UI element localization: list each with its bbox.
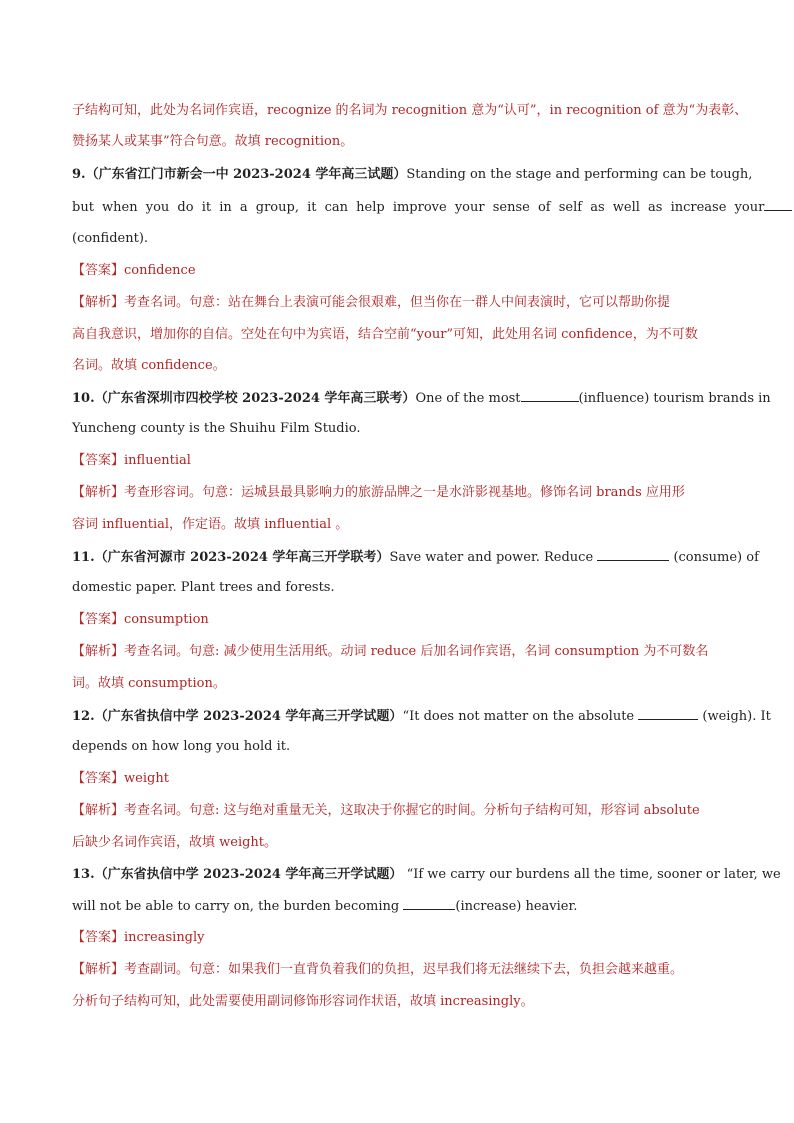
question-11-analysis-1 (72, 643, 724, 661)
analysis-text: 考查名词。句意：站在舞台上表演可能会很艰难，但当你在一群人中间表演时，它可以帮助你提 (124, 295, 671, 310)
question-10-line-2: Yuncheng county is the Shuihu Film Studio. (72, 421, 361, 436)
answer-label: 【答案】 (72, 930, 125, 945)
question-11-line-2: domestic paper. Plant trees and forests. (72, 580, 335, 595)
question-number: 10. (72, 391, 95, 406)
question-11-answer (72, 611, 724, 629)
question-stem: One of the most (415, 391, 521, 406)
question-9-analysis-2: 高自我意识，增加你的自信。空处在句中为宾语，结合空前“your”可知，此处用名词 confidence，为不可数 (72, 327, 698, 342)
question-12-line-2: depends on how long you hold it. (72, 739, 291, 754)
analysis-label: 【解析】 (72, 295, 125, 310)
answer-label: 【答案】 (72, 771, 125, 786)
answer-value: consumption (124, 612, 209, 627)
question-9-answer (72, 262, 724, 280)
question-stem: but when you do it in a group, it can help improve your sense of self as well as increase your (72, 200, 765, 215)
question-stem: “If we carry our burdens all the time, sooner or later, we (406, 867, 781, 882)
answer-blank (638, 707, 698, 720)
analysis-text: 考查名词。句意: 减少使用生活用纸。动词 reduce 后加名词作宾语，名词 consumption 为不可数名 (124, 644, 709, 659)
answer-blank (403, 897, 455, 910)
answer-value: weight (124, 771, 169, 786)
analysis-text: 考查名词。句意: 这与绝对重量无关，这取决于你握它的时间。分析句子结构可知，形容词 absolute (124, 803, 700, 818)
answer-value: influential (124, 453, 191, 468)
question-13-analysis-1 (72, 961, 724, 979)
answer-blank (764, 198, 792, 211)
question-13-line-1 (72, 866, 781, 884)
question-12-analysis-1 (72, 802, 724, 820)
analysis-text: 考查副词。句意：如果我们一直背负着我们的负担，迟早我们将无法继续下去，负担会越来越重。 (124, 962, 684, 977)
question-10-analysis-2: 容词 influential，作定语。故填 influential 。 (72, 517, 349, 532)
answer-value: confidence (124, 263, 196, 278)
intro-line-1: 子结构可知，此处为名词作宾语，recognize 的名词为 recognition 意为“认可”，in recognition of 意为“为表彰、 (72, 103, 748, 118)
answer-blank (597, 548, 669, 561)
question-12-answer (72, 770, 724, 788)
question-10-analysis-1 (72, 484, 724, 502)
question-13-analysis-2: 分析句子结构可知，此处需要使用副词修饰形容词作状语，故填 increasingly。 (72, 994, 534, 1009)
question-stem: (influence) tourism brands in (578, 391, 771, 406)
question-11-line-1 (72, 548, 759, 567)
question-stem: (weigh). It (702, 709, 771, 724)
intro-line-2: 赞扬某人或某事”符合句意。故填 recognition。 (72, 134, 354, 149)
answer-label: 【答案】 (72, 453, 125, 468)
question-source: （广东省河源市 2023-2024 学年高三开学联考） (94, 550, 390, 565)
analysis-label: 【解析】 (72, 803, 125, 818)
question-number: 9. (72, 167, 86, 182)
question-9-analysis-1 (72, 294, 724, 312)
answer-label: 【答案】 (72, 263, 125, 278)
question-stem: (consume) of (673, 550, 759, 565)
question-source: （广东省执信中学 2023-2024 学年高三开学试题） (94, 867, 403, 882)
question-stem: “It does not matter on the absolute (402, 709, 635, 724)
answer-blank (521, 389, 579, 402)
question-source: （广东省执信中学 2023-2024 学年高三开学试题） (94, 709, 403, 724)
question-10-answer (72, 452, 724, 470)
question-9-line-1 (72, 166, 753, 184)
question-stem: Save water and power. Reduce (389, 550, 594, 565)
question-number: 11. (72, 550, 95, 565)
question-9-line-3: (confident). (72, 231, 149, 246)
question-11-analysis-2: 词。故填 consumption。 (72, 676, 226, 691)
question-number: 13. (72, 867, 95, 882)
question-12-line-1 (72, 707, 771, 726)
question-10-line-1 (72, 389, 771, 408)
analysis-label: 【解析】 (72, 644, 125, 659)
question-source: （广东省深圳市四校学校 2023-2024 学年高三联考） (94, 391, 416, 406)
question-stem: will not be able to carry on, the burden becoming (72, 899, 400, 914)
analysis-text: 考查形容词。句意：运城县最具影响力的旅游品牌之一是水浒影视基地。修饰名词 brands 应用形 (124, 485, 685, 500)
question-source: （广东省江门市新会一中 2023-2024 学年高三试题） (85, 167, 407, 182)
question-stem: Standing on the stage and performing can be tough, (406, 167, 753, 182)
question-9-line-2 (72, 198, 765, 217)
analysis-label: 【解析】 (72, 485, 125, 500)
question-13-line-2 (72, 897, 724, 916)
analysis-label: 【解析】 (72, 962, 125, 977)
question-stem: (increase) heavier. (455, 899, 578, 914)
question-9-analysis-3: 名词。故填 confidence。 (72, 358, 226, 373)
answer-label: 【答案】 (72, 612, 125, 627)
question-12-analysis-2: 后缺少名词作宾语，故填 weight。 (72, 835, 278, 850)
answer-value: increasingly (124, 930, 205, 945)
question-number: 12. (72, 709, 95, 724)
question-13-answer (72, 929, 724, 947)
